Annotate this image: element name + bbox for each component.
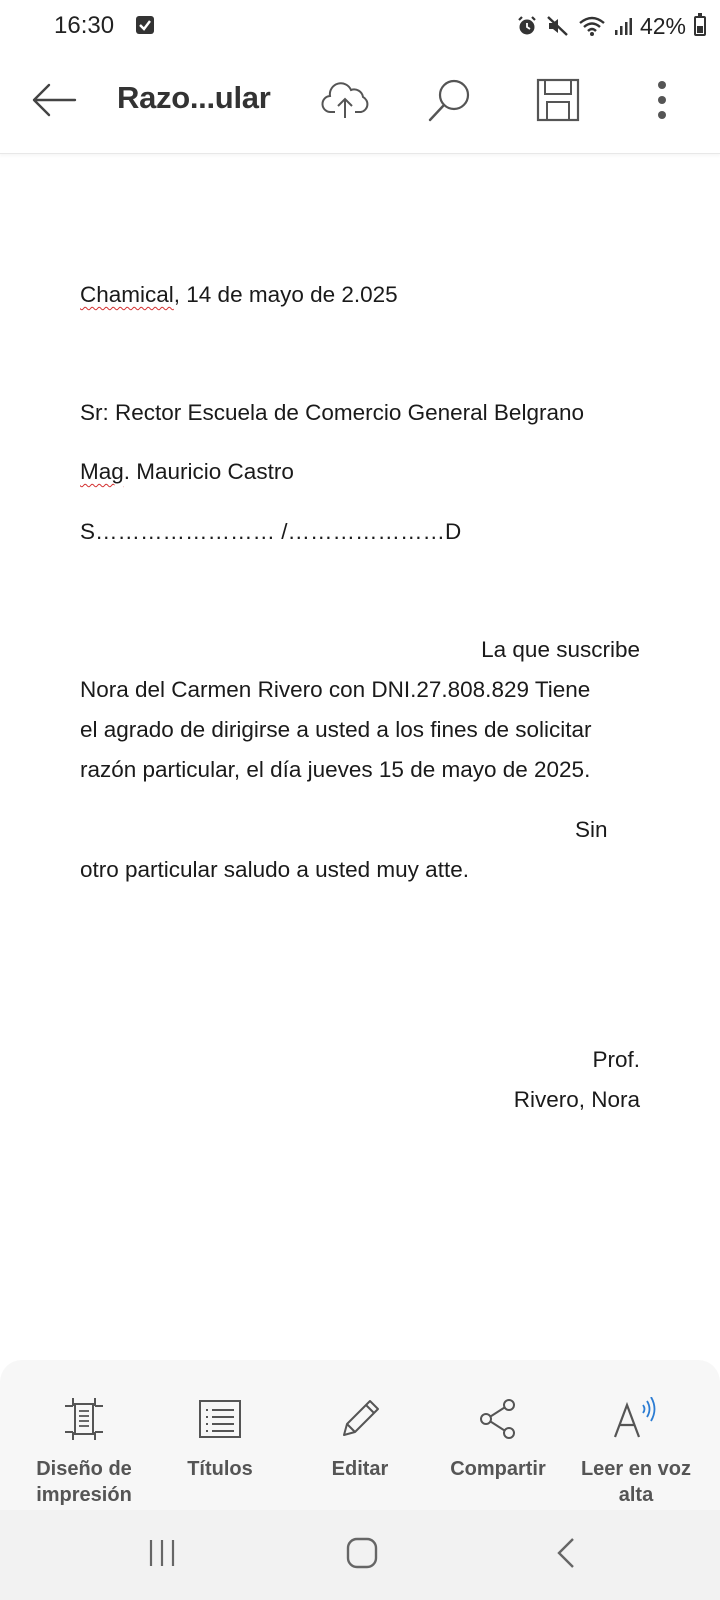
recipient-line: Sr: Rector Escuela de Comercio General Belgrano (80, 400, 584, 425)
cloud-upload-button[interactable] (316, 74, 376, 130)
read-aloud-button[interactable] (564, 1360, 708, 1510)
date-line (80, 282, 398, 308)
signature-name: Rivero, Nora (513, 1087, 640, 1112)
title-abbrev: Mag (80, 459, 124, 484)
more-options-button[interactable] (642, 74, 682, 130)
search-icon (426, 76, 474, 129)
print-layout-button[interactable] (12, 1360, 156, 1510)
body-line-2: el agrado de dirigirse a usted a los fines de solicitar (80, 717, 592, 742)
floppy-disk-icon (536, 78, 580, 127)
system-nav-bar (0, 1510, 720, 1600)
signal-icon (614, 16, 632, 36)
headings-button[interactable] (148, 1360, 292, 1510)
read-aloud-icon (611, 1392, 661, 1446)
body-indent: La que suscribe (481, 637, 640, 662)
search-button[interactable] (420, 72, 480, 132)
pencil-icon (338, 1392, 382, 1446)
closing-indent: Sin (575, 817, 608, 842)
system-back-button[interactable] (536, 1530, 596, 1580)
edit-button[interactable] (288, 1360, 432, 1510)
status-bar (0, 0, 720, 52)
mute-icon (546, 15, 570, 37)
signature-title: Prof. (592, 1047, 640, 1072)
headings-icon (198, 1392, 242, 1446)
date-text: , 14 de mayo de 2.025 (173, 282, 398, 307)
recipient-name-line (80, 459, 294, 485)
body-line-3: razón particular, el día jueves 15 de mayo de 2025. (80, 757, 591, 782)
home-icon (346, 1537, 378, 1574)
bottom-toolbar (0, 1360, 720, 1510)
share-label: Compartir (450, 1458, 546, 1480)
share-button[interactable] (426, 1360, 570, 1510)
home-button[interactable] (332, 1530, 392, 1580)
alarm-icon (516, 15, 538, 37)
place-name: Chamical (80, 282, 174, 307)
read-aloud-label: Leer en voz alta (580, 1458, 692, 1506)
body-line-1: Nora del Carmen Rivero con DNI.27.808.829 Tiene (80, 677, 591, 702)
battery-icon (694, 16, 706, 36)
print-layout-label: Diseño de impresión (36, 1458, 132, 1506)
save-button[interactable] (530, 74, 586, 130)
battery-level: 42% (639, 12, 686, 39)
recent-apps-button[interactable] (132, 1530, 192, 1580)
arrow-left-icon (31, 83, 77, 122)
share-icon (476, 1392, 520, 1446)
closing-line: otro particular saludo a usted muy atte. (80, 857, 469, 882)
sd-line: S…………………… /…………………D (80, 519, 462, 544)
recipient-name: . Mauricio Castro (123, 459, 294, 484)
print-layout-icon (61, 1392, 107, 1446)
document-title[interactable]: Razo...ular (117, 80, 271, 115)
app-bar (0, 52, 720, 154)
recent-apps-icon (147, 1538, 177, 1573)
status-time: 16:30 (54, 12, 115, 39)
edit-label: Editar (331, 1458, 389, 1480)
cloud-upload-icon (321, 80, 371, 125)
more-vertical-icon (656, 80, 668, 125)
chevron-left-icon (555, 1537, 577, 1574)
back-button[interactable] (24, 74, 84, 130)
status-icons (516, 12, 706, 40)
notification-check-icon (136, 16, 154, 34)
wifi-icon (578, 15, 606, 37)
headings-label: Títulos (187, 1458, 253, 1480)
